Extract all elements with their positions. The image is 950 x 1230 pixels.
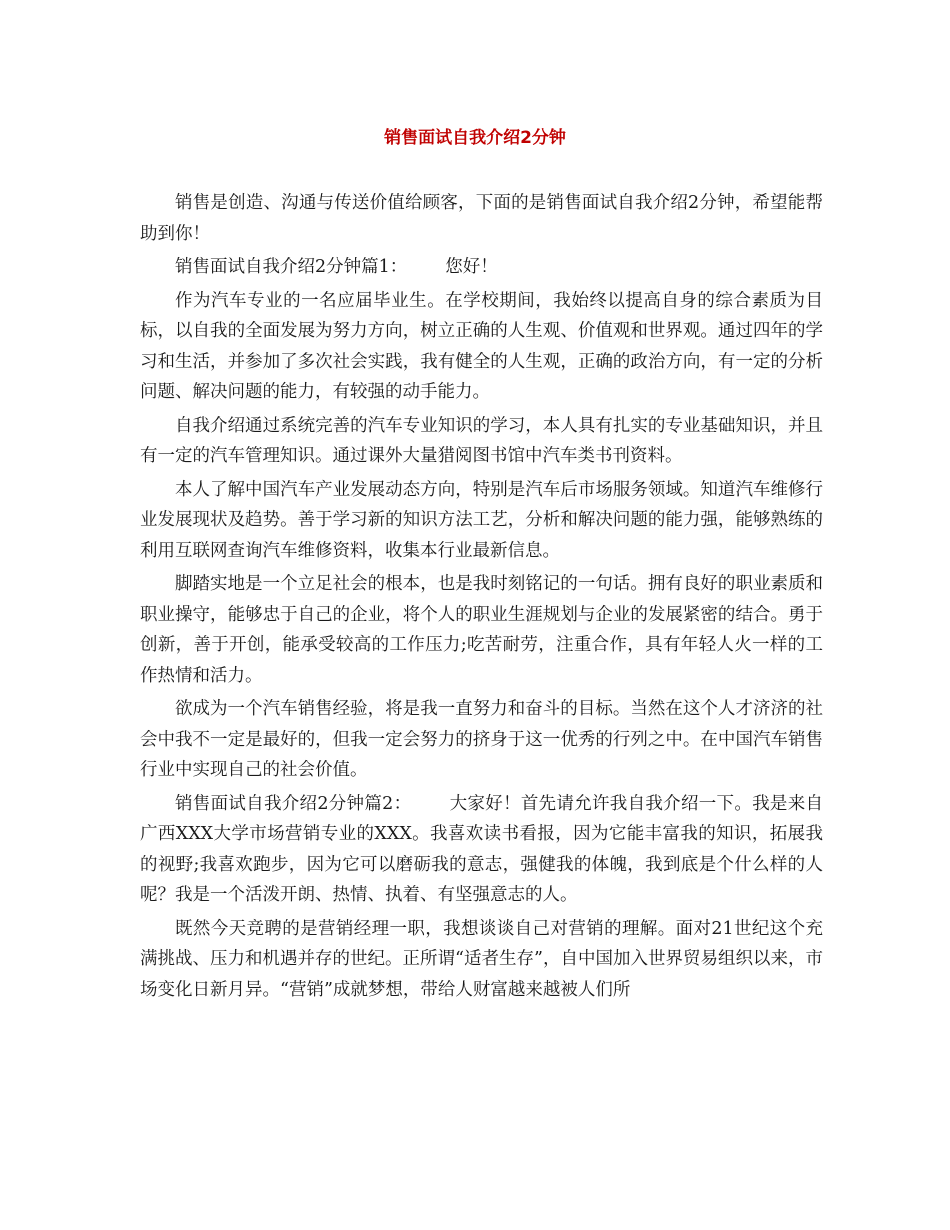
paragraph-section-2 [140, 789, 823, 911]
section-1-heading: 销售面试自我介绍2分钟篇1： [175, 257, 408, 277]
paragraph-background: 作为汽车专业的一名应届毕业生。在学校期间，我始终以提高自身的综合素质为目标，以自我的全面发展为努力方向，树立正确的人生观、价值观和世界观。通过四年的学习和生活，并参加了多次社会实践，我有健全的人生观，正确的政治方向，有一定的分析问题、解决问题的能力，有较强的动手能力。 [140, 290, 823, 402]
paragraph-attitude: 脚踏实地是一个立足社会的根本，也是我时刻铭记的一句话。拥有良好的职业素质和职业操守，能够忠于自己的企业，将个人的职业生涯规划与企业的发展紧密的结合。勇于创新，善于开创，能承受较高的工作压力;吃苦耐劳，注重合作，具有年轻人火一样的工作热情和活力。 [140, 574, 823, 686]
paragraph-goal: 欲成为一个汽车销售经验，将是我一直努力和奋斗的目标。当然在这个人才济济的社会中我不一定是最好的，但我一定会努力的挤身于这一优秀的行列之中。在中国汽车销售行业中实现自己的社会价值。 [140, 699, 823, 780]
paragraph-industry: 本人了解中国汽车产业发展动态方向，特别是汽车后市场服务领域。知道汽车维修行业发展现状及趋势。善于学习新的知识方法工艺，分析和解决问题的能力强，能够熟练的利用互联网查询汽车维修资料，收集本行业最新信息。 [140, 479, 823, 561]
paragraph-marketing: 既然今天竞聘的是营销经理一职，我想谈谈自己对营销的理解。面对21世纪这个充满挑战、压力和机遇并存的世纪。正所谓“适者生存”，自中国加入世界贸易组织以来，市场变化日新月异。“营销”成就梦想，带给人财富越来越被人们所 [140, 918, 823, 1000]
paragraph-knowledge: 自我介绍通过系统完善的汽车专业知识的学习，本人具有扎实的专业基础知识，并且有一定的汽车管理知识。通过课外大量猎阅图书馆中汽车类书刊资料。 [140, 415, 823, 466]
document-body [140, 188, 823, 1008]
document-title: 销售面试自我介绍2分钟 [384, 128, 566, 148]
section-1-greeting: 您好！ [445, 257, 498, 277]
section-2-body: 大家好！首先请允许我自我介绍一下。我是来自广西XXX大学市场营销专业的XXX。我喜欢读书看报，因为它能丰富我的知识，拓展我的视野;我喜欢跑步，因为它可以磨砺我的意志，强健我的体魄，我到底是个什么样的人呢？我是一个活泼开朗、热情、执着、有坚强意志的人。 [140, 793, 823, 905]
paragraph-section-1 [140, 252, 823, 283]
paragraph-intro: 销售是创造、沟通与传送价值给顾客，下面的是销售面试自我介绍2分钟，希望能帮助到你！ [140, 193, 823, 244]
section-2-heading: 销售面试自我介绍2分钟篇2： [175, 793, 412, 814]
